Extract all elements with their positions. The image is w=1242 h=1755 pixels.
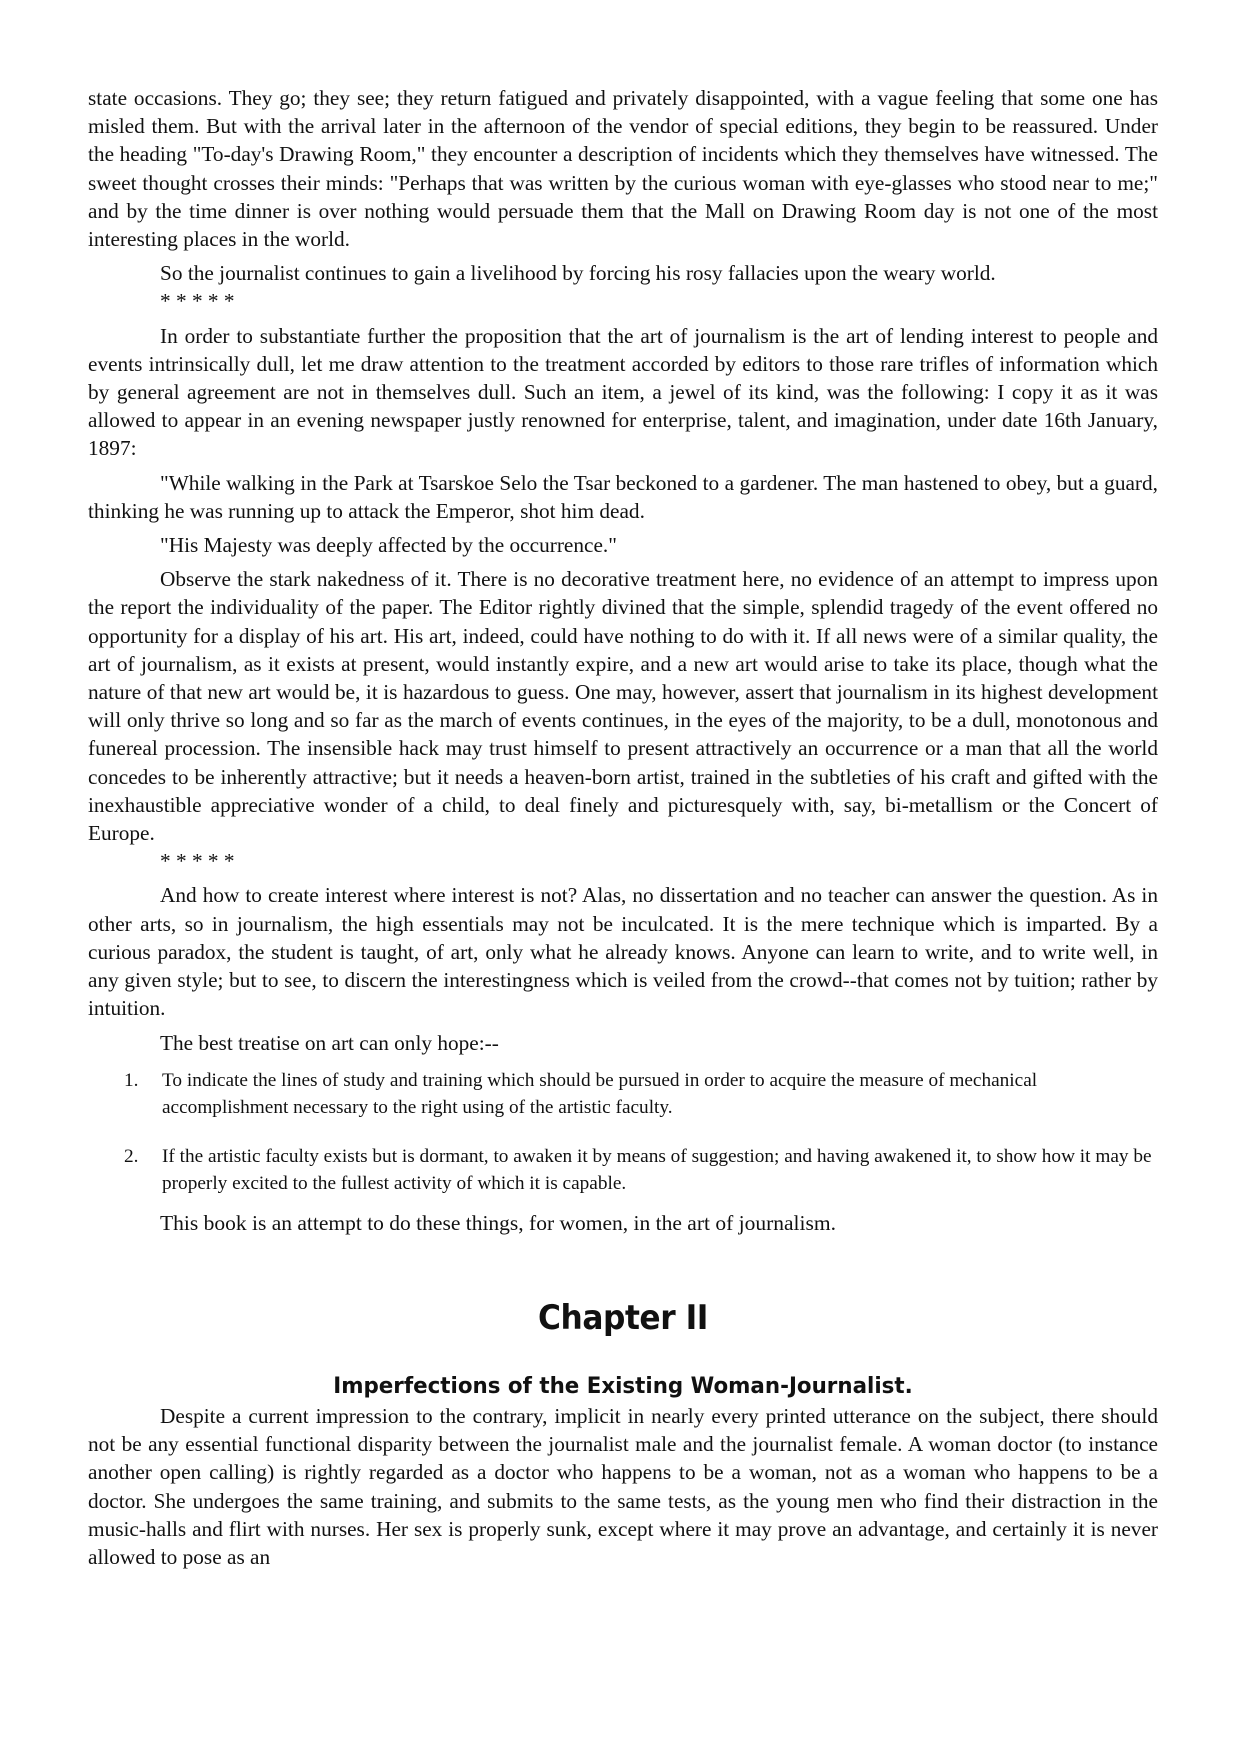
paragraph-quote-tsar: "While walking in the Park at Tsarskoe Selo the Tsar beckoned to a gardener. The man hastened to obey, but a guard, thinking he was running up to attack the Emperor, shot him dead.: [88, 470, 1158, 523]
paragraph-journalist-livelihood: So the journalist continues to gain a livelihood by forcing his rosy fallacies upon the weary world.: [160, 261, 996, 286]
list-item-text: If the artistic faculty exists but is dormant, to awaken it by means of suggestion; and having awakened it, to show how it may be properly excited to the fullest activity of which it is capable.: [162, 1145, 1152, 1194]
chapter-subtitle: Imperfections of the Existing Woman-Journalist.: [333, 1372, 913, 1399]
paragraph-proposition: In order to substantiate further the proposition that the art of journalism is the art of lending interest to people and events intrinsically dull, let me draw attention to the treatment accorded by editors to those rare trifles of information which by general agreement are not in themselves dull. Such an item, a jewel of its kind, was the following: I copy it as it was allowed to appear in an evening newspaper justly renowned for enterprise, talent, and imagination, under date 16th January, 1897:: [88, 323, 1158, 461]
list-item-number: 2.: [124, 1145, 139, 1167]
paragraph-stark-nakedness: Observe the stark nakedness of it. There is no decorative treatment here, no evidence of an attempt to impress upon the report the individuality of the paper. The Editor rightly divined that the simple, splendid tragedy of the event offered no opportunity for a display of his art. His art, indeed, could have nothing to do with it. If all news were of a similar quality, the art of journalism, as it exists at present, would instantly expire, and a new art would arise to take its place, though what the nature of that new art would be, it is hazardous to guess. One may, however, assert that journalism in its highest development will only thrive so long and so far as the march of events continues, in the eyes of the majority, to be a dull, monotonous and funereal procession. The insensible hack may trust himself to present attractively an occurrence or a man that all the world concedes to be inherently attractive; but it needs a heaven-born artist, trained in the subtleties of his craft and gifted with the inexhaustible appreciative wonder of a child, to deal finely and picturesquely with, say, bi-metallism or the Concert of Europe.: [88, 567, 1158, 846]
section-separator: * * * * *: [160, 289, 235, 314]
paragraph-closing: This book is an attempt to do these things, for women, in the art of journalism.: [160, 1210, 836, 1235]
list-item: [88, 1143, 1158, 1197]
chapter-title: Chapter II: [538, 1297, 708, 1338]
section-separator: * * * * *: [160, 849, 235, 874]
list-item-text: To indicate the lines of study and training which should be pursued in order to acquire the measure of mechanical accomplishment necessary to the right using of the artistic faculty.: [162, 1069, 1038, 1118]
paragraph-continuation: state occasions. They go; they see; they return fatigued and privately disappointed, with a vague feeling that some one has misled them. But with the arrival later in the afternoon of the vendor of special editions, they begin to be reassured. Under the heading "To-day's Drawing Room," they encounter a description of incidents which they themselves have witnessed. The sweet thought crosses their minds: "Perhaps that was written by the curious woman with eye-glasses who stood near to me;" and by the time dinner is over nothing would persuade them that the Mall on Drawing Room day is not one of the most interesting places in the world.: [88, 86, 1158, 252]
list-item: [88, 1067, 1158, 1121]
list-item-number: 1.: [124, 1069, 139, 1091]
document-page: [88, 84, 1158, 1571]
paragraph-best-treatise: The best treatise on art can only hope:--: [160, 1030, 499, 1055]
paragraph-create-interest: And how to create interest where interest is not? Alas, no dissertation and no teacher can answer the question. As in other arts, so in journalism, the high essentials may not be inculcated. It is the mere technique which is imparted. By a curious paradox, the student is taught, of art, only what he already knows. Anyone can learn to write, and to write well, in any given style; but to see, to discern the interestingness which is veiled from the crowd--that comes not by tuition; rather by intuition.: [88, 883, 1158, 1021]
paragraph-chapter-opening: Despite a current impression to the contrary, implicit in nearly every printed utterance on the subject, there should not be any essential functional disparity between the journalist male and the journalist female. A woman doctor (to instance another open calling) is rightly regarded as a doctor who happens to be a woman, not as a woman who happens to be a doctor. She undergoes the same training, and submits to the same tests, as the young men who find their distraction in the music-halls and flirt with nurses. Her sex is properly sunk, except where it may prove an advantage, and certainly it is never allowed to pose as an: [88, 1403, 1158, 1569]
paragraph-quote-majesty: "His Majesty was deeply affected by the occurrence.": [160, 533, 617, 558]
numbered-list: [88, 1067, 1158, 1197]
